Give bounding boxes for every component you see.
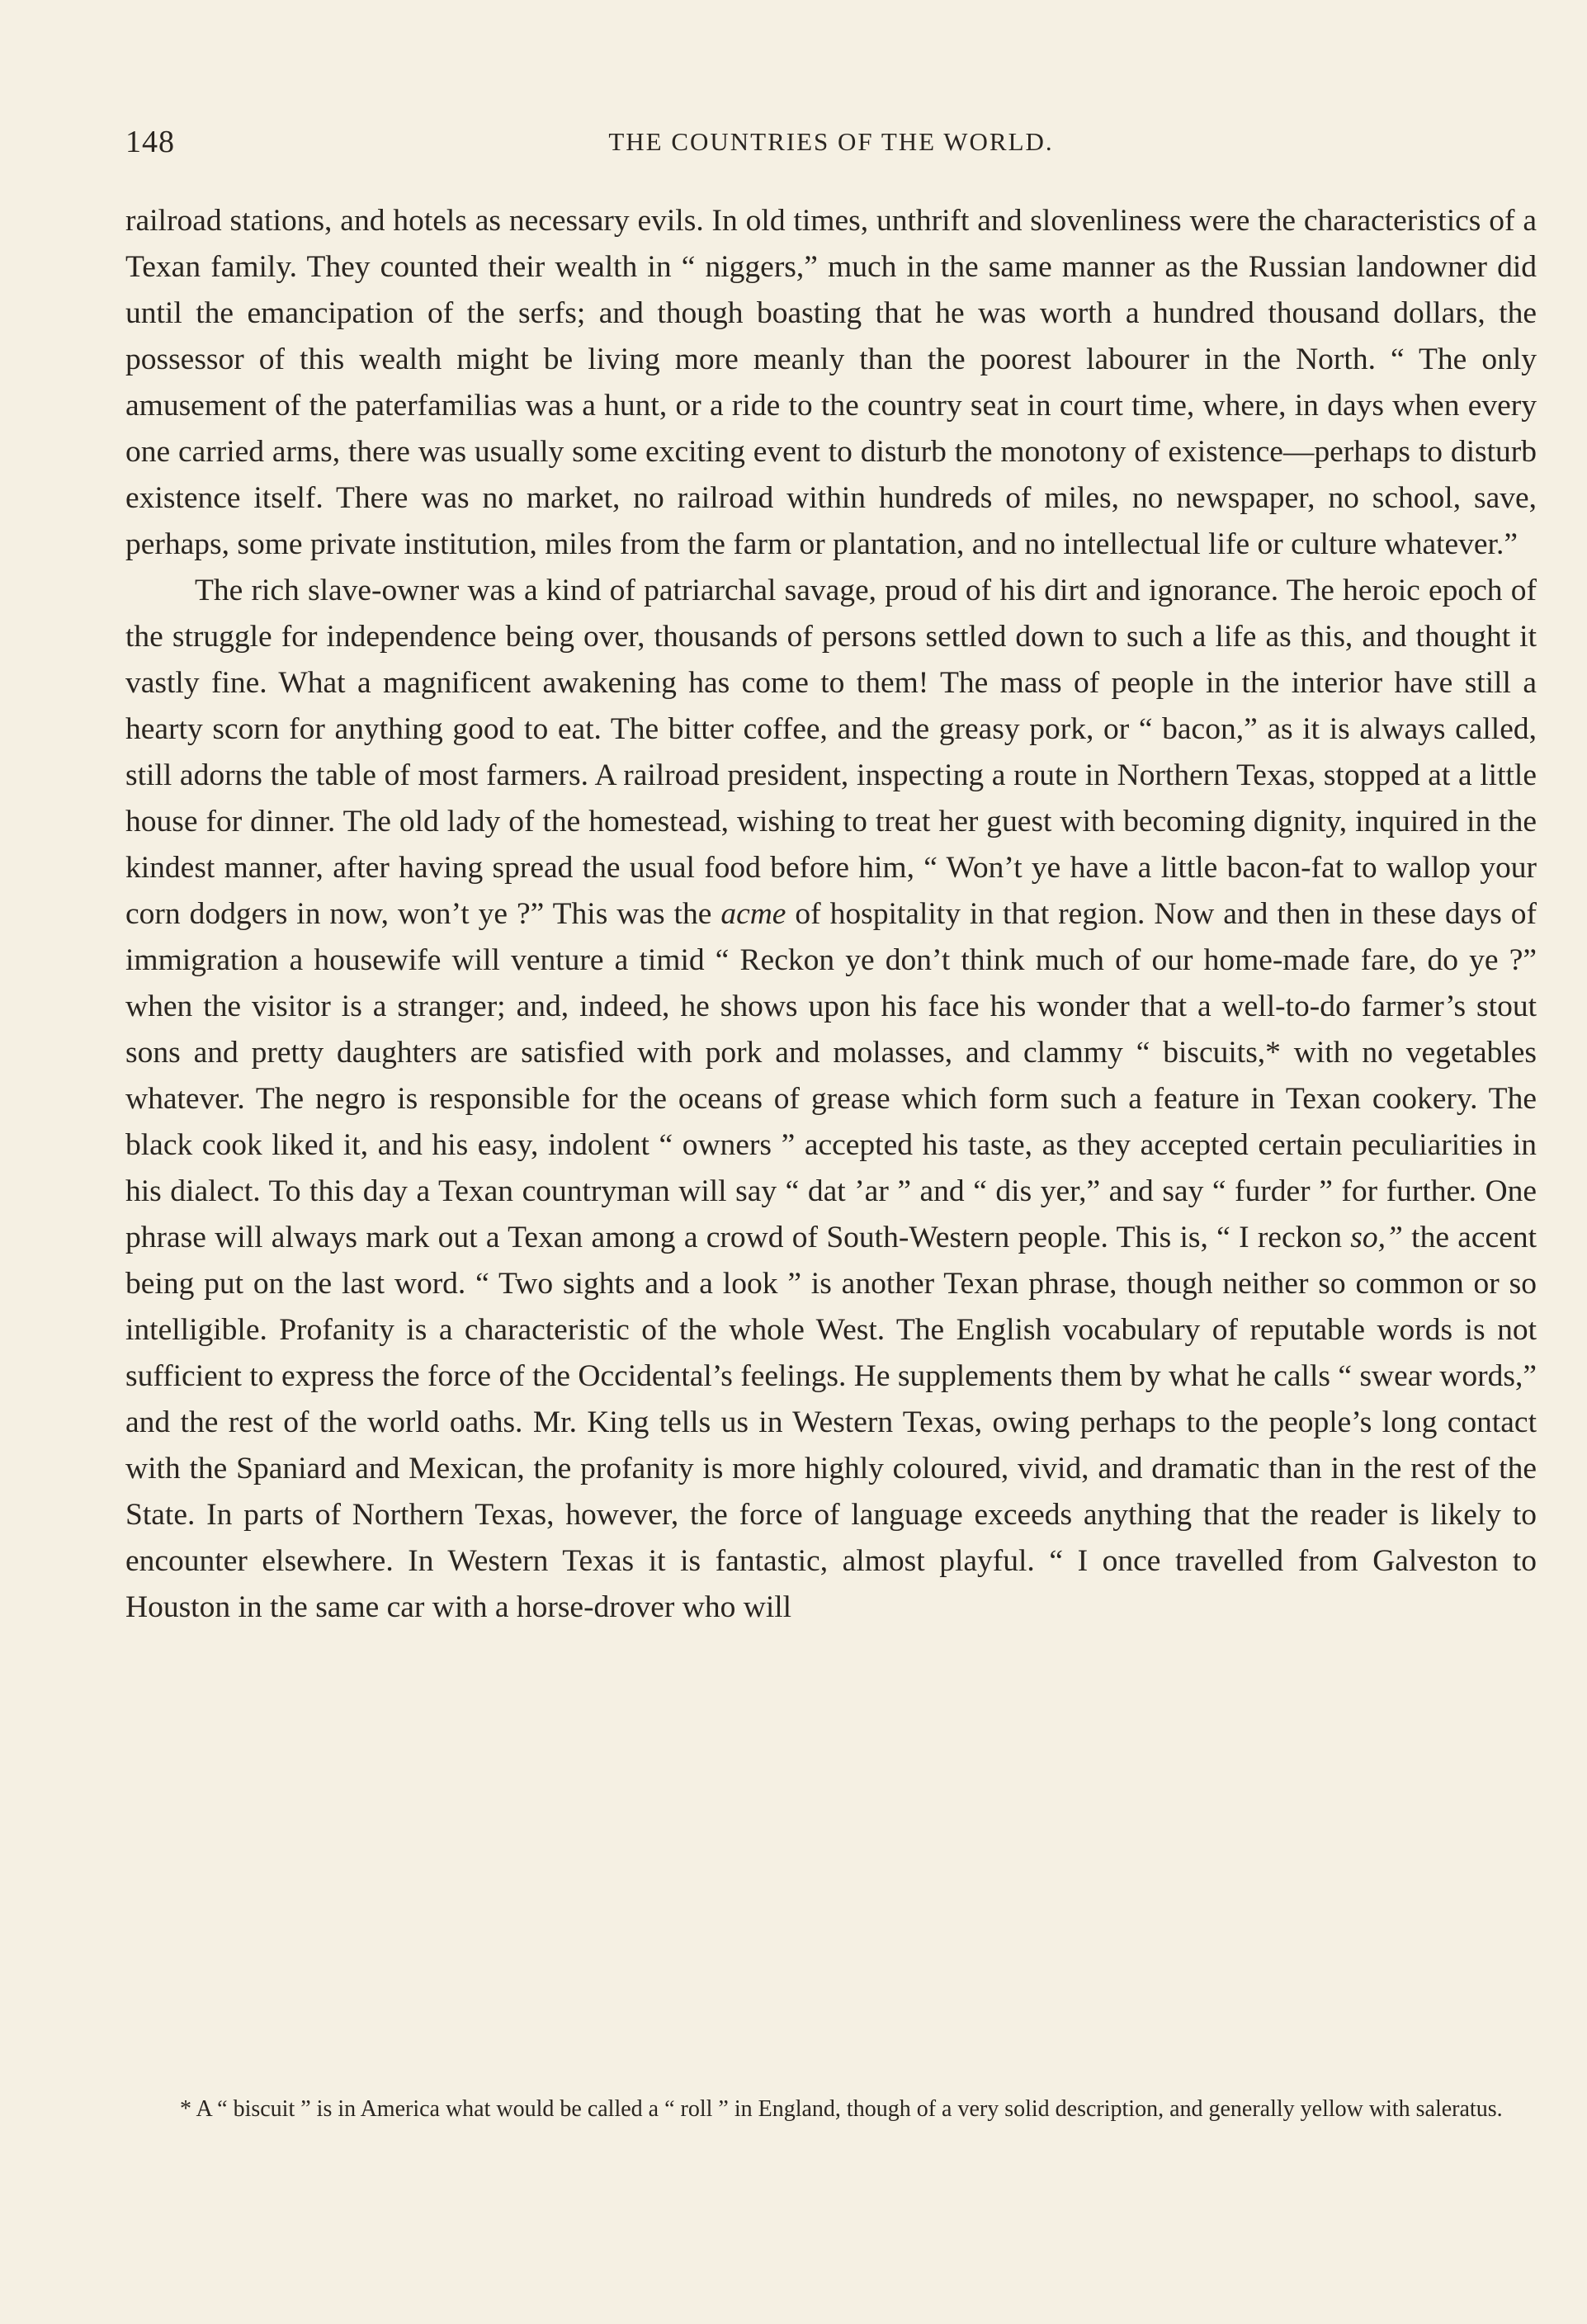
page-number: 148	[125, 125, 175, 159]
paragraph-2-part-1: The rich slave-owner was a kind of patriarchal savage, proud of his dirt and ignorance. The heroic epoch of the struggle for independence being over, thousands of persons settled down to such a life as this, and thought it vastly fine. What a magnificent awakening has come to them! The mass of people in the interior have still a hearty scorn for anything good to eat. The bitter coffee, and the greasy pork, or “ bacon,” as it is always called, still adorns the table of most farmers. A railroad president, inspecting a route in Northern Texas, stopped at a little house for dinner. The old lady of the homestead, wishing to treat her guest with becoming dignity, inquired in the kindest manner, after having spread the usual food before him, “ Won’t ye have a little bacon-fat to wallop your corn dodgers in now, won’t ye ?” This was the	[125, 574, 1537, 931]
paragraph-2-part-2: of hospitality in that region. Now and then in these days of immigration a housewife will venture a timid “ Reckon ye don’t think much of our home-made fare, do ye ?” when the visitor is a stranger; and, indeed, he shows upon his face his wonder that a well-to-do farmer’s stout sons and pretty daughters are satisfied with pork and molasses, and clammy “ biscuits,* with no vegetables whatever. The negro is responsible for the oceans of grease which form such a feature in Texan cookery. The black cook liked it, and his easy, indolent “ owners ” accepted his taste, as they accepted certain peculiarities in his dialect. To this day a Texan countryman will say “ dat ’ar ” and “ dis yer,” and say “ furder ” for further. One phrase will always mark out a Texan among a crowd of South-Western people. This is, “ I reckon	[125, 897, 1537, 1254]
footnote	[125, 2092, 1537, 2127]
footnote-marker: *	[180, 2096, 191, 2122]
running-head	[125, 124, 1537, 165]
italic-so: so,”	[1350, 1221, 1403, 1254]
paragraph-2	[125, 568, 1537, 1631]
page-title: THE COUNTRIES OF THE WORLD.	[608, 127, 1054, 156]
body-text	[125, 198, 1537, 1631]
footnote-text: A “ biscuit ” is in America what would be called a “ roll ” in England, though of a very solid description, and generally yellow with saleratus.	[196, 2096, 1503, 2122]
italic-acme: acme	[720, 897, 786, 931]
paragraph-1: railroad stations, and hotels as necessary evils. In old times, unthrift and slovenliness were the characteristics of a Texan family. They counted their wealth in “ niggers,” much in the same manner as the Russian landowner did until the emancipation of the serfs; and though boasting that he was worth a hundred thousand dollars, the possessor of this wealth might be living more meanly than the poorest labourer in the North. “ The only amusement of the paterfamilias was a hunt, or a ride to the country seat in court time, where, in days when every one carried arms, there was usually some exciting event to disturb the monotony of existence—perhaps to disturb existence itself. There was no market, no railroad within hundreds of miles, no newspaper, no school, save, perhaps, some private institution, miles from the farm or plantation, and no intellectual life or culture whatever.”	[125, 204, 1537, 561]
paragraph-2-part-3: the accent being put on the last word. “ Two sights and a look ” is another Texan phrase, though neither so common or so intelligible. Profanity is a characteristic of the whole West. The English vocabulary of reputable words is not sufficient to express the force of the Occidental’s feelings. He supplements them by what he calls “ swear words,” and the rest of the world oaths. Mr. King tells us in Western Texas, owing perhaps to the people’s long contact with the Spaniard and Mexican, the profanity is more highly coloured, vivid, and dramatic than in the rest of the State. In parts of Northern Texas, however, the force of language exceeds anything that the reader is likely to encounter elsewhere. In Western Texas it is fantastic, almost playful. “ I once travelled from Galveston to Houston in the same car with a horse-drover who will	[125, 1221, 1537, 1624]
